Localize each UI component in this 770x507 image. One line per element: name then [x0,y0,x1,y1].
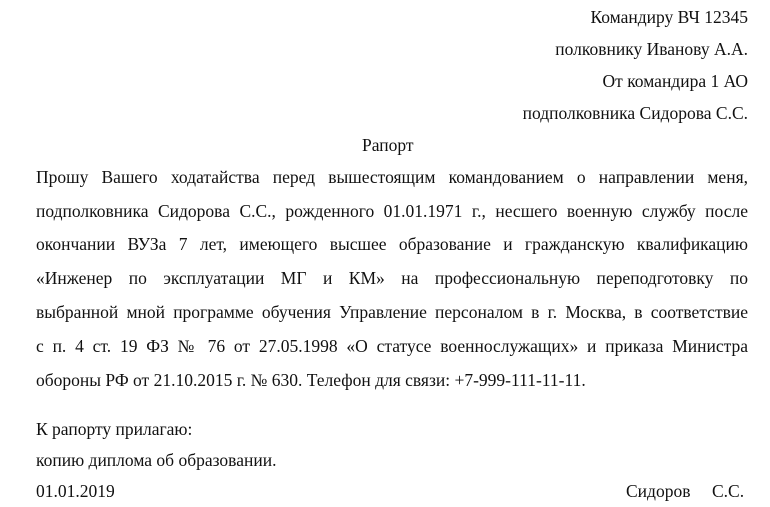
attachment-item: копию диплома об образовании. [36,450,277,470]
body-line: обороны РФ от 21.10.2015 г. № 630. Телефон для связи: +7-999-111-11-11. [36,370,586,390]
sender-line-2: подполковника Сидорова С.С. [522,103,748,123]
sender-line-1: От командира 1 АО [602,71,748,91]
body-line: окончании ВУЗа 7 лет, имеющего высшее образование и гражданскую квалификацию [36,234,748,254]
body-line: подполковника Сидорова С.С., рожденного 01.01.1971 г., несшего военную службу после [36,201,748,221]
report-date: 01.01.2019 [36,481,115,501]
body-line: с п. 4 ст. 19 ФЗ № 76 от 27.05.1998 «О статусе военнослужащих» и приказа Министра [36,336,748,356]
addressee-line-1: Командиру ВЧ 12345 [590,7,748,27]
attachments-label: К рапорту прилагаю: [36,419,193,439]
signature-name: Сидоров [626,481,691,501]
body-line: Прошу Вашего ходатайства перед вышестоящим командованием о направлении меня, [36,167,748,187]
document-title: Рапорт [362,135,414,155]
body-line: «Инженер по эксплуатации МГ и КМ» на профессиональную переподготовку по [36,268,748,288]
body-line: выбранной мной программе обучения Управление персоналом в г. Москва, в соответствие [36,302,748,322]
signature-initials: С.С. [712,481,745,501]
addressee-line-2: полковнику Иванову А.А. [555,39,748,59]
